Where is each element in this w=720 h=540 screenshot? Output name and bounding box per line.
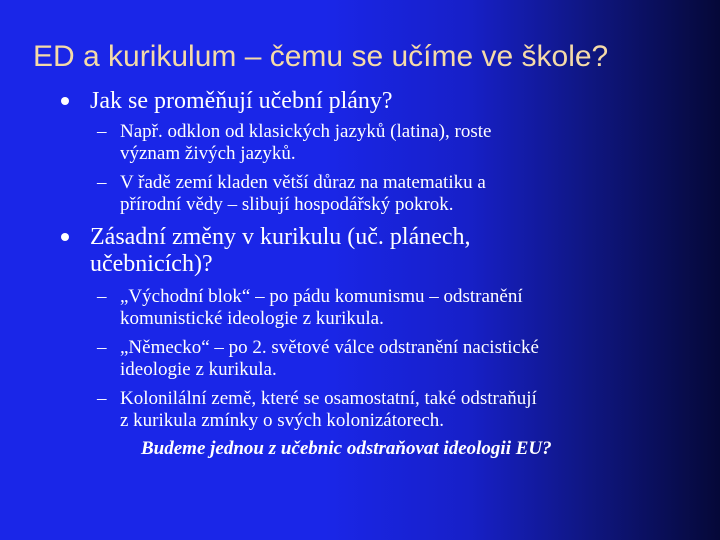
dash-icon: – [97, 121, 107, 142]
dash-icon: – [97, 337, 107, 358]
subitem-2-3-line-2: z kurikula zmínky o svých kolonizátorech. [120, 410, 444, 431]
subitem-2-1-line-1: „Východní blok“ – po pádu komunismu – odstranění [120, 286, 523, 307]
subitem-1-2-line-2: přírodní vědy – slibují hospodářský pokrok. [120, 194, 454, 215]
emphasis-question: Budeme jednou z učebnic odstraňovat ideologii EU? [141, 438, 552, 459]
bullet-2-line-2: učebnicích)? [90, 251, 213, 277]
bullet-2-line-1: Zásadní změny v kurikulu (uč. plánech, [90, 224, 471, 250]
dash-icon: – [97, 286, 107, 307]
slide-title: ED a kurikulum – čemu se učíme ve škole? [33, 40, 609, 73]
bullet-icon [61, 97, 69, 105]
subitem-2-2-line-2: ideologie z kurikula. [120, 359, 277, 380]
subitem-1-2-line-1: V řadě zemí kladen větší důraz na matematiku a [120, 172, 486, 193]
bullet-1-line-1: Jak se proměňují učební plány? [90, 88, 393, 114]
dash-icon: – [97, 388, 107, 409]
subitem-2-1-line-2: komunistické ideologie z kurikula. [120, 308, 384, 329]
subitem-2-3-line-1: Kolonilální země, které se osamostatní, také odstraňují [120, 388, 537, 409]
subitem-1-1-line-2: význam živých jazyků. [120, 143, 296, 164]
subitem-2-2-line-1: „Německo“ – po 2. světové válce odstranění nacistické [120, 337, 539, 358]
subitem-1-1-line-1: Např. odklon od klasických jazyků (latina), roste [120, 121, 492, 142]
dash-icon: – [97, 172, 107, 193]
bullet-icon [61, 233, 69, 241]
